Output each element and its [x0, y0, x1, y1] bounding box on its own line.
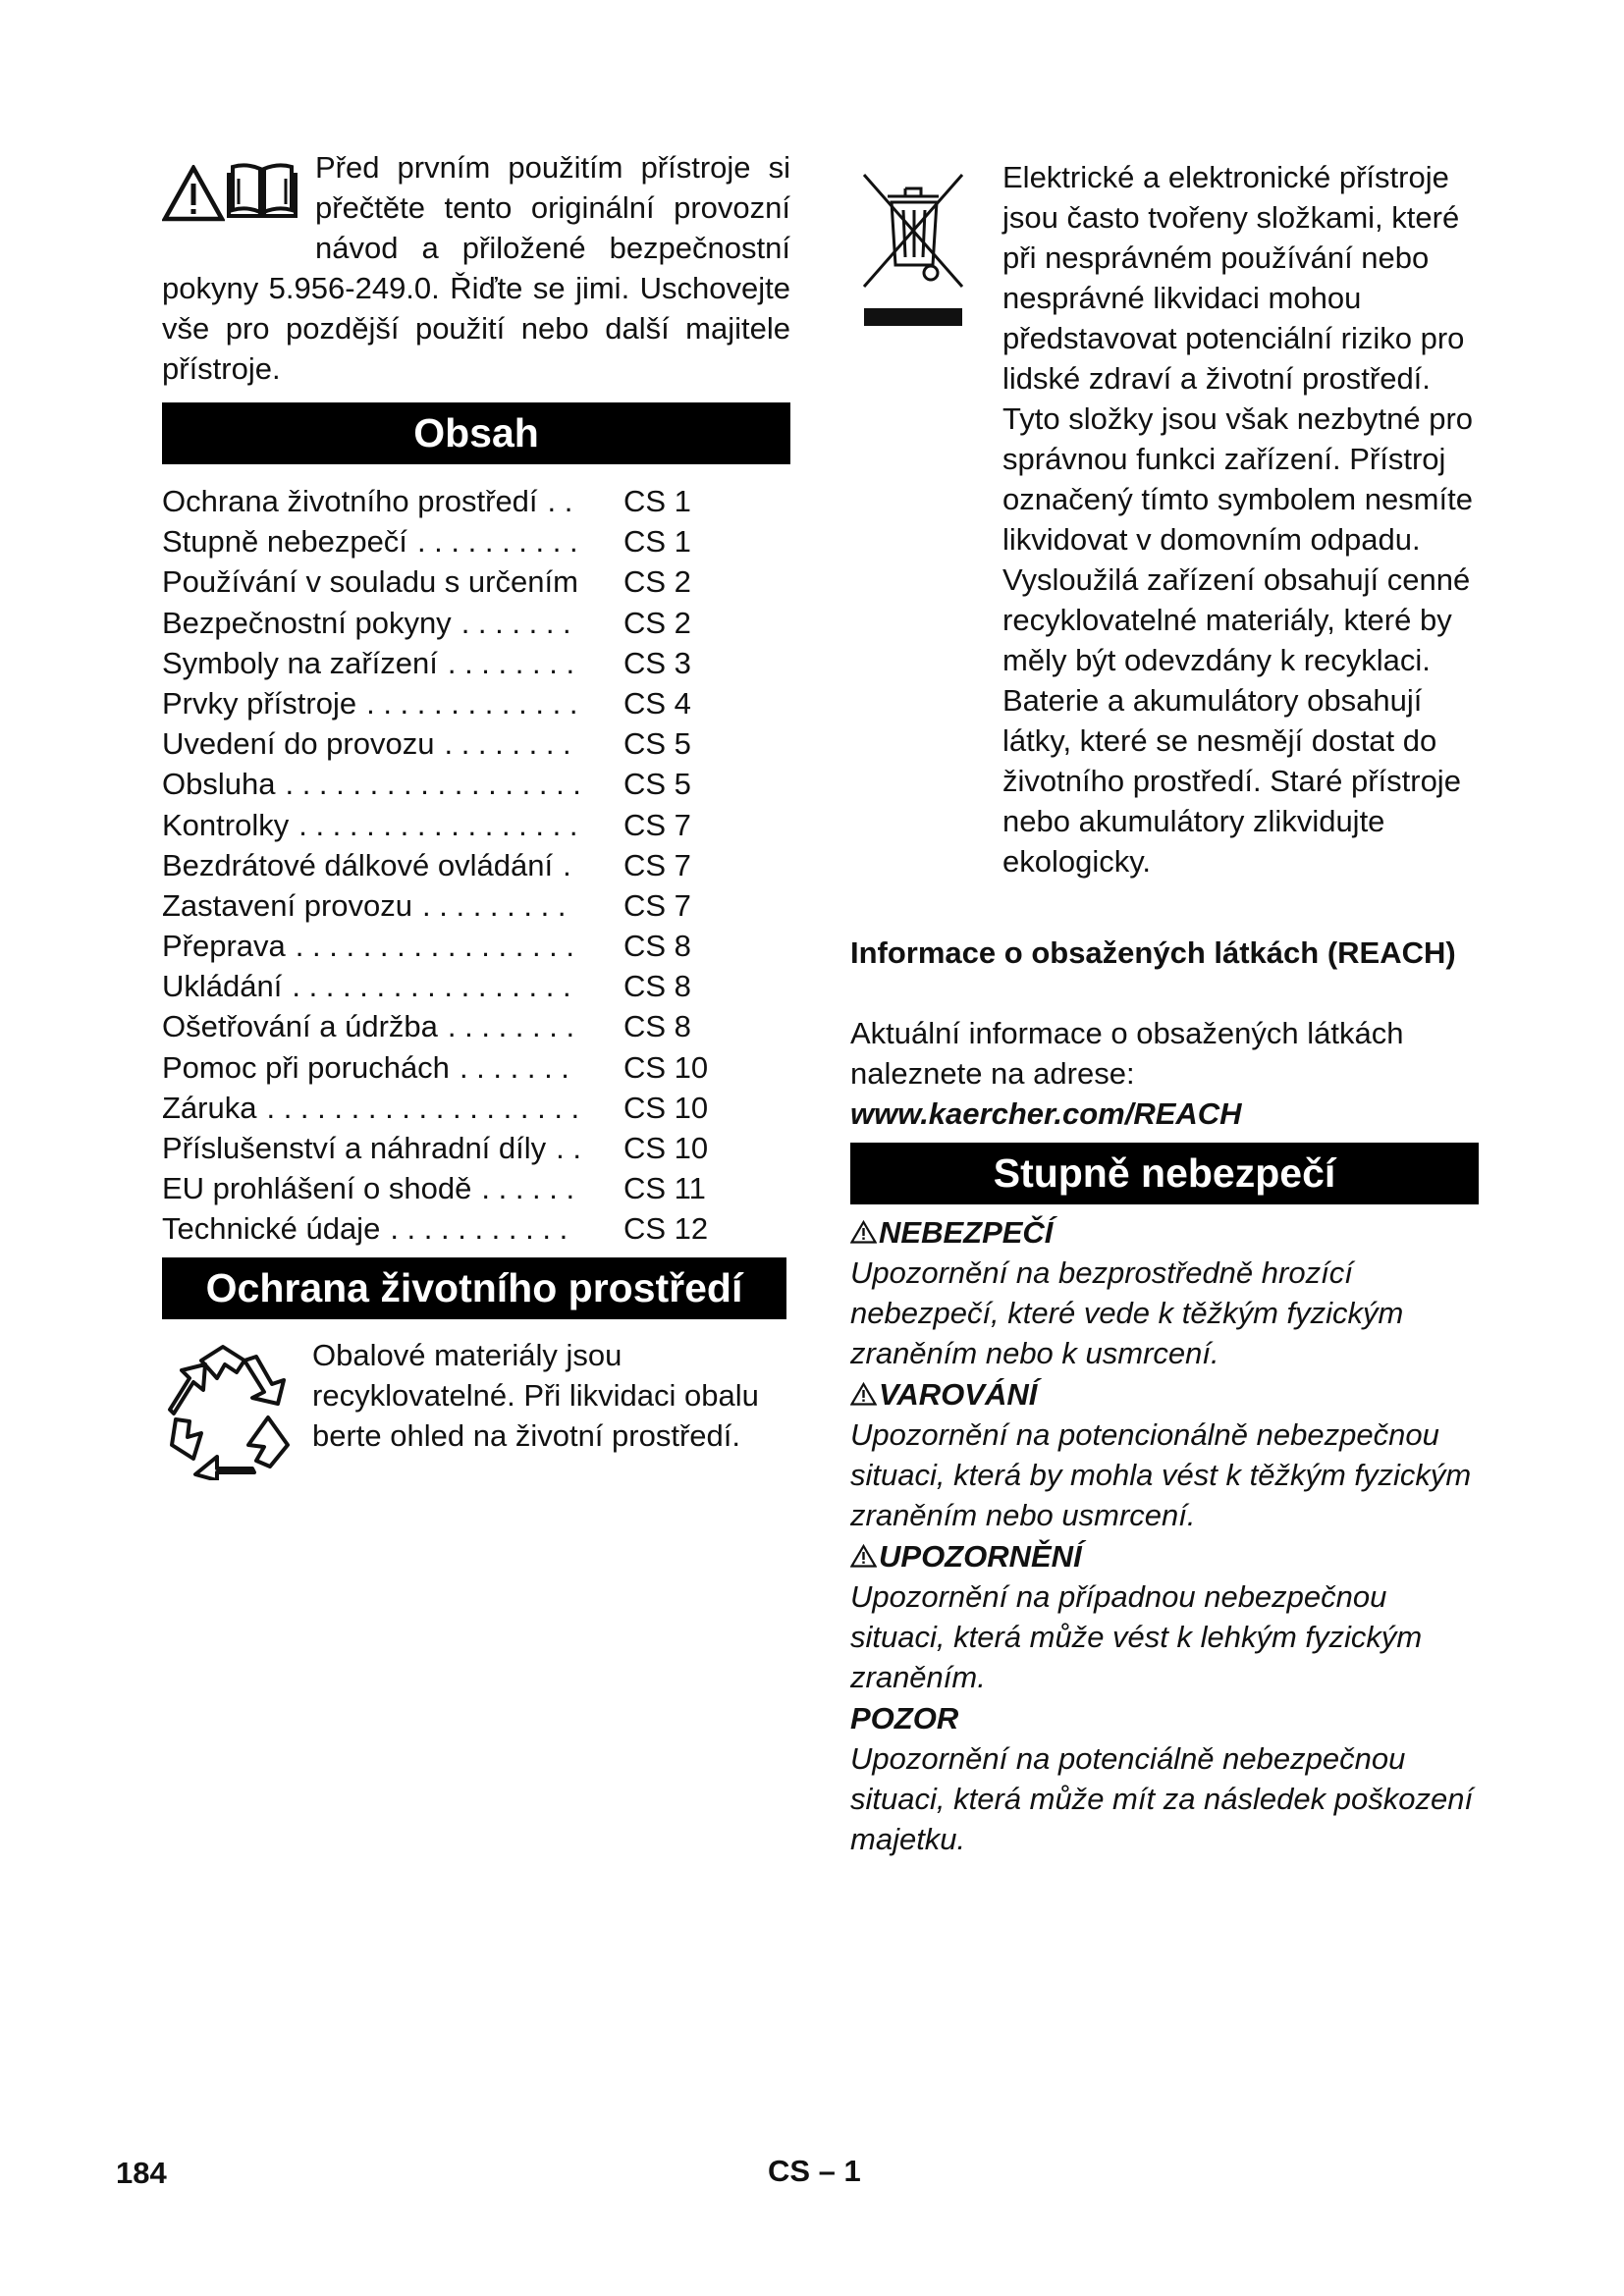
- toc-entry-page: CS 10: [623, 1090, 709, 1125]
- toc-entry-title: Používání v souladu s určením: [162, 564, 578, 600]
- hazard-level-description: Upozornění na případnou nebezpečnou situaci, která může vést k lehkým fyzickým zraněním.: [850, 1579, 1423, 1694]
- intro-icons: [162, 151, 309, 232]
- toc-entry[interactable]: [162, 966, 751, 1006]
- recycle-text: Obalové materiály jsou recyklovatelné. Při likvidaci obalu berte ohled na životní prostředí.: [312, 1338, 759, 1453]
- toc-entry-leader: . . . . . . .: [460, 605, 571, 640]
- hazard-level-label: [850, 1698, 1479, 1738]
- toc-entry-page: CS 2: [623, 564, 691, 600]
- toc-entry[interactable]: [162, 885, 751, 926]
- weee-paragraph-2: Vysloužilá zařízení obsahují cenné recyklovatelné materiály, které by měly být odevzdány k recyklaci. Baterie a akumulátory obsahují látky, které se nesmějí dostat do životního prostředí. Staré přístroje nebo akumulátory zlikvidujte ekologicky.: [1002, 562, 1471, 879]
- toc-entry-page: CS 2: [623, 605, 691, 640]
- toc-entry-title: Stupně nebezpečí: [162, 524, 407, 560]
- toc-entry-leader: . . . . . . . . . . . . . . . . .: [295, 929, 575, 964]
- toc-entry-title: Symboly na zařízení: [162, 645, 438, 680]
- reach-link[interactable]: www.kaercher.com/REACH: [850, 1096, 1242, 1131]
- hazard-level-label: [850, 1536, 1479, 1576]
- hazard-level-name: UPOZORNĚNÍ: [879, 1539, 1082, 1574]
- toc-entry-title: Technické údaje: [162, 1211, 381, 1247]
- toc-entry-page: CS 8: [623, 969, 691, 1004]
- toc-entry-page: CS 10: [623, 1049, 709, 1085]
- toc-entry-page: CS 5: [623, 767, 691, 802]
- table-of-contents: [162, 481, 751, 1250]
- toc-entry-leader: . . . . . . . . . . . . . . . . .: [298, 807, 578, 842]
- toc-entry[interactable]: [162, 1006, 751, 1046]
- recycling-icon: [162, 1343, 298, 1480]
- toc-entry[interactable]: [162, 1168, 751, 1208]
- toc-entry-title: Ochrana životního prostředí: [162, 484, 538, 518]
- toc-entry-page: CS 7: [623, 887, 691, 923]
- hazard-levels: [850, 1212, 1479, 1860]
- toc-entry-title: Kontrolky: [162, 807, 290, 842]
- toc-entry[interactable]: [162, 1208, 751, 1249]
- warning-triangle-icon: [162, 165, 225, 222]
- manual-book-icon: [225, 159, 299, 222]
- hazard-level-name: POZOR: [850, 1701, 959, 1735]
- toc-entry-page: CS 8: [623, 1009, 691, 1044]
- hazard-level-label: [850, 1374, 1479, 1415]
- toc-entry-leader: . . . . . . . . . . .: [390, 1211, 568, 1247]
- intro-notice: [162, 147, 790, 389]
- environment-heading: Ochrana životního prostředí: [162, 1257, 786, 1319]
- toc-entry[interactable]: [162, 764, 751, 804]
- hazard-level-description: Upozornění na potenciálně nebezpečnou situaci, která může mít za následek poškození majetku.: [850, 1741, 1474, 1856]
- toc-entry-page: CS 11: [623, 1171, 706, 1206]
- section-page-number: CS – 1: [768, 2154, 861, 2188]
- toc-entry-page: CS 7: [623, 847, 691, 882]
- toc-entry-leader: . . . . . . . . .: [422, 887, 567, 923]
- warning-triangle-icon: [850, 1382, 877, 1406]
- weee-paragraph-1: Elektrické a elektronické přístroje jsou často tvořeny složkami, které při nesprávném používání nebo nesprávné likvidaci mohou představovat potenciální riziko pro lidské zdraví a životní prostředí. Tyto složky jsou však nezbytné pro správnou funkci zařízení. Přístroj označený tímto symbolem nesmíte likvidovat v domovním odpadu.: [1002, 160, 1474, 557]
- toc-entry-leader: . . . . . . . .: [447, 645, 575, 680]
- toc-entry-leader: . . . . . . .: [459, 1049, 569, 1085]
- toc-entry-leader: . . . . . . . . . . . . . . . . .: [292, 969, 571, 1004]
- toc-entry-title: Uvedení do provozu: [162, 726, 435, 762]
- toc-entry-page: CS 3: [623, 645, 691, 680]
- toc-entry[interactable]: [162, 1047, 751, 1088]
- toc-entry-page: CS 1: [623, 524, 691, 560]
- toc-entry-page: CS 5: [623, 726, 691, 762]
- toc-entry-title: Bezdrátové dálkové ovládání: [162, 847, 554, 882]
- toc-entry-title: Pomoc při poruchách: [162, 1049, 450, 1085]
- toc-entry-page: CS 8: [623, 929, 691, 964]
- toc-entry-page: CS 10: [623, 1131, 709, 1165]
- reach-text: Aktuální informace o obsažených látkách naleznete na adrese:: [850, 1016, 1404, 1091]
- toc-entry[interactable]: [162, 1128, 751, 1168]
- toc-entry[interactable]: [162, 926, 751, 966]
- hazard-level-name: VAROVÁNÍ: [879, 1377, 1038, 1412]
- toc-entry-leader: . . . . . .: [481, 1171, 575, 1206]
- toc-entry-leader: . .: [547, 484, 573, 518]
- toc-entry-title: Prvky přístroje: [162, 685, 357, 721]
- toc-entry[interactable]: [162, 683, 751, 723]
- hazard-level-label: [850, 1212, 1479, 1253]
- toc-entry-page: CS 12: [623, 1211, 709, 1247]
- toc-entry-leader: .: [563, 847, 571, 882]
- toc-entry[interactable]: [162, 643, 751, 683]
- toc-heading: Obsah: [162, 402, 790, 464]
- toc-entry[interactable]: [162, 603, 751, 643]
- hazard-level-name: NEBEZPEČÍ: [879, 1215, 1054, 1250]
- toc-entry-leader: . . . . . . . . . . . . .: [366, 685, 578, 721]
- toc-entry-title: Zastavení provozu: [162, 887, 413, 923]
- toc-entry[interactable]: [162, 723, 751, 764]
- toc-entry-page: CS 4: [623, 685, 691, 721]
- hazard-level-description: Upozornění na bezprostředně hrozící nebezpečí, které vede k těžkým fyzickým zraněním nebo k usmrcení.: [850, 1255, 1404, 1370]
- toc-entry-title: Bezpečnostní pokyny: [162, 605, 452, 640]
- toc-entry-title: Ošetřování a údržba: [162, 1009, 438, 1044]
- page-number: 184: [116, 2156, 167, 2190]
- toc-entry[interactable]: [162, 521, 751, 561]
- toc-entry-page: CS 1: [623, 484, 691, 518]
- toc-entry-leader: . . . . . . . . . . . . . . . . . . .: [266, 1090, 580, 1125]
- intro-text: Před prvním použitím přístroje si přečtěte tento originální provozní návod a přiložené bezpečnostní pokyny 5.956-249.0. Řiďte se jimi. Uschovejte vše pro pozdější použití nebo další majitele přístroje.: [162, 150, 790, 386]
- warning-triangle-icon: [850, 1220, 877, 1244]
- toc-entry-title: Ukládání: [162, 969, 283, 1004]
- toc-entry-title: Záruka: [162, 1090, 257, 1125]
- toc-entry[interactable]: [162, 481, 751, 521]
- toc-entry-leader: . . . . . . . .: [447, 1009, 575, 1044]
- toc-entry[interactable]: [162, 561, 751, 602]
- warning-triangle-icon: [850, 1544, 877, 1568]
- toc-entry-title: EU prohlášení o shodě: [162, 1171, 472, 1206]
- toc-entry[interactable]: [162, 1088, 751, 1128]
- hazard-level-description: Upozornění na potencionálně nebezpečnou situaci, která by mohla vést k těžkým fyzickým zraněním nebo usmrcení.: [850, 1417, 1472, 1532]
- toc-entry-leader: . .: [556, 1131, 581, 1165]
- toc-entry[interactable]: [162, 845, 751, 885]
- toc-entry-leader: . . . . . . . . . . . . . . . . . .: [285, 767, 581, 802]
- weee-text-block: [1002, 157, 1493, 881]
- toc-entry-page: CS 7: [623, 807, 691, 842]
- crossed-bin-icon: [860, 169, 966, 336]
- toc-entry[interactable]: [162, 805, 751, 845]
- reach-heading: Informace o obsažených látkách (REACH): [850, 935, 1456, 970]
- toc-entry-title: Obsluha: [162, 767, 276, 802]
- toc-entry-title: Přeprava: [162, 929, 286, 964]
- toc-entry-title: Příslušenství a náhradní díly: [162, 1131, 547, 1165]
- hazards-heading: Stupně nebezpečí: [850, 1143, 1479, 1204]
- toc-entry-leader: . . . . . . . .: [444, 726, 571, 762]
- toc-entry-leader: . . . . . . . . . .: [416, 524, 578, 560]
